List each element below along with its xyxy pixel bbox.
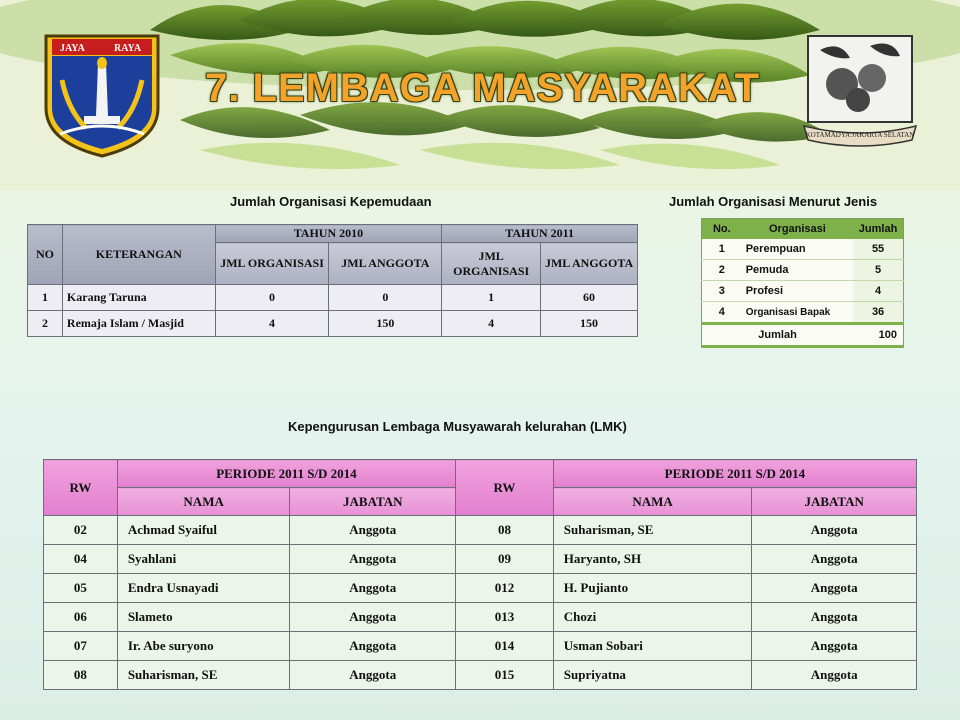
cell-no: 3 bbox=[702, 281, 742, 302]
col-header-jml-anggota-2011: JML ANGGOTA bbox=[541, 243, 638, 285]
total-row bbox=[702, 324, 904, 347]
cell-org-2011: 1 bbox=[442, 285, 541, 311]
cell-jabatan: Anggota bbox=[290, 574, 456, 603]
cell-nama-2: H. Pujianto bbox=[553, 574, 752, 603]
type-table-caption: Jumlah Organisasi Menurut Jenis bbox=[669, 194, 878, 209]
svg-text:KOTAMADYA JAKARTA SELATAN: KOTAMADYA JAKARTA SELATAN bbox=[805, 131, 915, 139]
cell-organisasi: Organisasi Bapak bbox=[742, 302, 853, 324]
jakarta-selatan-emblem-icon bbox=[800, 30, 920, 154]
cell-jabatan-2: Anggota bbox=[752, 574, 917, 603]
cell-nama: Endra Usnayadi bbox=[117, 574, 290, 603]
cell-no: 2 bbox=[702, 260, 742, 281]
cell-no: 1 bbox=[702, 239, 742, 260]
cell-rw: 07 bbox=[44, 632, 118, 661]
cell-rw: 05 bbox=[44, 574, 118, 603]
cell-jabatan-2: Anggota bbox=[752, 545, 917, 574]
col-header-jml-anggota-2010: JML ANGGOTA bbox=[329, 243, 442, 285]
cell-anggota-2011: 150 bbox=[541, 311, 638, 337]
cell-no: 1 bbox=[28, 285, 63, 311]
col-header-nama: NAMA bbox=[117, 488, 290, 516]
cell-rw: 04 bbox=[44, 545, 118, 574]
cell-anggota-2010: 0 bbox=[329, 285, 442, 311]
col-header-jabatan: JABATAN bbox=[290, 488, 456, 516]
table-row bbox=[702, 302, 904, 324]
col-header-no: No. bbox=[702, 219, 742, 240]
table-row bbox=[28, 311, 638, 337]
table-row bbox=[44, 574, 917, 603]
cell-organisasi: Profesi bbox=[742, 281, 853, 302]
lmk-table-caption: Kepengurusan Lembaga Musyawarah kelurahan (LMK) bbox=[288, 419, 627, 434]
col-header-periode-2: PERIODE 2011 S/D 2014 bbox=[553, 460, 916, 488]
col-header-jml-organisasi-2010: JML ORGANISASI bbox=[215, 243, 329, 285]
cell-anggota-2010: 150 bbox=[329, 311, 442, 337]
cell-jabatan-2: Anggota bbox=[752, 603, 917, 632]
cell-nama: Achmad Syaiful bbox=[117, 516, 290, 545]
table-row bbox=[44, 632, 917, 661]
cell-no: 2 bbox=[28, 311, 63, 337]
svg-text:RAYA: RAYA bbox=[114, 43, 142, 54]
col-header-rw-2: RW bbox=[456, 460, 554, 516]
cell-jumlah: 4 bbox=[853, 281, 903, 302]
svg-text:JAYA: JAYA bbox=[60, 43, 85, 54]
youth-organizations-table bbox=[27, 224, 638, 337]
cell-nama-2: Usman Sobari bbox=[553, 632, 752, 661]
cell-nama: Ir. Abe suryono bbox=[117, 632, 290, 661]
col-header-keterangan: KETERANGAN bbox=[62, 225, 215, 285]
table-row bbox=[44, 603, 917, 632]
cell-jabatan: Anggota bbox=[290, 661, 456, 690]
cell-rw: 02 bbox=[44, 516, 118, 545]
cell-rw-2: 013 bbox=[456, 603, 554, 632]
cell-jabatan: Anggota bbox=[290, 545, 456, 574]
table-row bbox=[44, 516, 917, 545]
cell-jumlah: 55 bbox=[853, 239, 903, 260]
lmk-board-table bbox=[43, 459, 917, 690]
cell-keterangan: Remaja Islam / Masjid bbox=[62, 311, 215, 337]
cell-anggota-2011: 60 bbox=[541, 285, 638, 311]
total-label: Jumlah bbox=[702, 324, 854, 347]
table-row bbox=[702, 260, 904, 281]
organizations-by-type-table bbox=[701, 218, 904, 348]
col-header-nama-2: NAMA bbox=[553, 488, 752, 516]
cell-nama: Suharisman, SE bbox=[117, 661, 290, 690]
cell-rw-2: 015 bbox=[456, 661, 554, 690]
cell-nama-2: Haryanto, SH bbox=[553, 545, 752, 574]
cell-nama: Syahlani bbox=[117, 545, 290, 574]
cell-org-2011: 4 bbox=[442, 311, 541, 337]
col-header-organisasi: Organisasi bbox=[742, 219, 853, 240]
cell-rw: 06 bbox=[44, 603, 118, 632]
total-value: 100 bbox=[853, 324, 903, 347]
cell-rw: 08 bbox=[44, 661, 118, 690]
cell-rw-2: 012 bbox=[456, 574, 554, 603]
cell-rw-2: 08 bbox=[456, 516, 554, 545]
jakarta-monas-emblem-icon bbox=[38, 30, 166, 158]
cell-nama-2: Chozi bbox=[553, 603, 752, 632]
cell-rw-2: 09 bbox=[456, 545, 554, 574]
table-row bbox=[44, 661, 917, 690]
cell-nama-2: Supriyatna bbox=[553, 661, 752, 690]
cell-org-2010: 4 bbox=[215, 311, 329, 337]
col-header-tahun-2010: TAHUN 2010 bbox=[215, 225, 442, 243]
cell-jabatan-2: Anggota bbox=[752, 661, 917, 690]
cell-rw-2: 014 bbox=[456, 632, 554, 661]
cell-jumlah: 5 bbox=[853, 260, 903, 281]
col-header-rw: RW bbox=[44, 460, 118, 516]
youth-table-caption: Jumlah Organisasi Kepemudaan bbox=[230, 194, 432, 209]
table-row bbox=[44, 545, 917, 574]
cell-jabatan-2: Anggota bbox=[752, 632, 917, 661]
col-header-jumlah: Jumlah bbox=[853, 219, 903, 240]
table-row bbox=[702, 281, 904, 302]
cell-no: 4 bbox=[702, 302, 742, 324]
table-row bbox=[702, 239, 904, 260]
cell-org-2010: 0 bbox=[215, 285, 329, 311]
cell-nama: Slameto bbox=[117, 603, 290, 632]
page-title: 7. LEMBAGA MASYARAKAT bbox=[205, 66, 761, 110]
cell-jabatan: Anggota bbox=[290, 603, 456, 632]
cell-organisasi: Pemuda bbox=[742, 260, 853, 281]
cell-organisasi: Perempuan bbox=[742, 239, 853, 260]
col-header-tahun-2011: TAHUN 2011 bbox=[442, 225, 638, 243]
table-row bbox=[28, 285, 638, 311]
col-header-periode: PERIODE 2011 S/D 2014 bbox=[117, 460, 455, 488]
cell-jabatan: Anggota bbox=[290, 632, 456, 661]
col-header-no: NO bbox=[28, 225, 63, 285]
cell-jabatan-2: Anggota bbox=[752, 516, 917, 545]
col-header-jabatan-2: JABATAN bbox=[752, 488, 917, 516]
cell-jumlah: 36 bbox=[853, 302, 903, 324]
cell-nama-2: Suharisman, SE bbox=[553, 516, 752, 545]
col-header-jml-organisasi-2011: JML ORGANISASI bbox=[442, 243, 541, 285]
cell-jabatan: Anggota bbox=[290, 516, 456, 545]
cell-keterangan: Karang Taruna bbox=[62, 285, 215, 311]
